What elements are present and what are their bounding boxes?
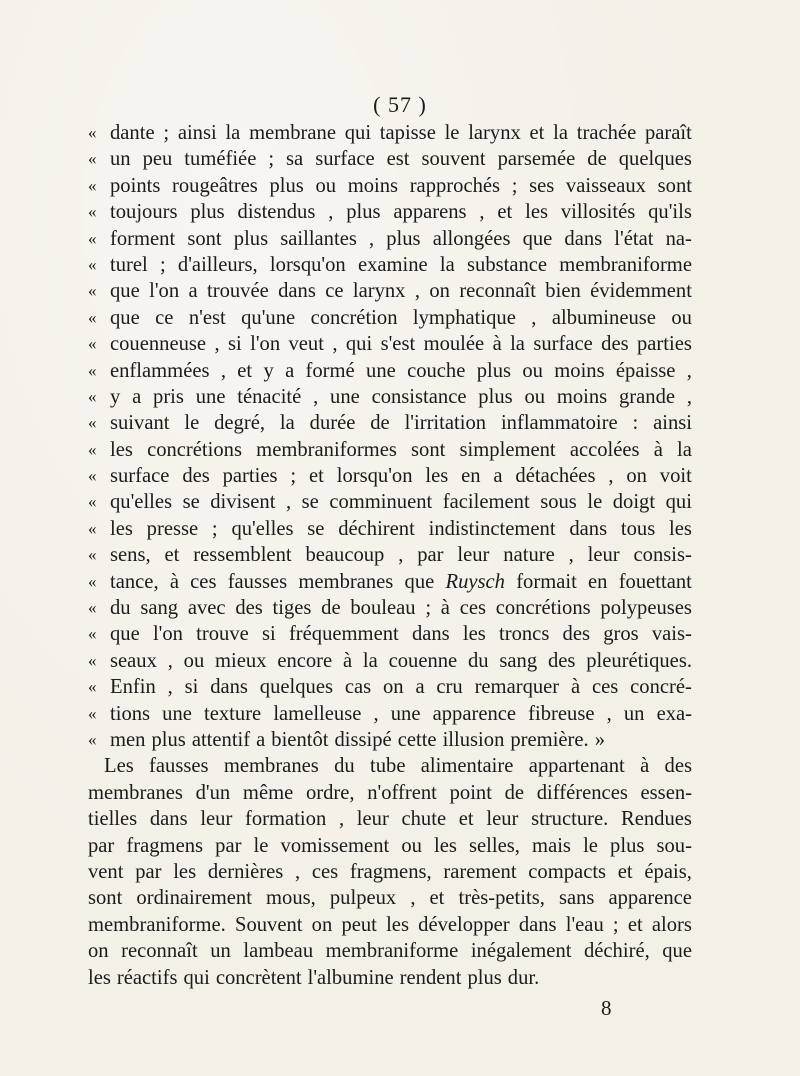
quote-mark: « — [88, 677, 97, 697]
text-line: Les fausses membranes du tube alimentaire appartenant à des — [104, 755, 692, 778]
quote-mark: « — [88, 334, 97, 354]
quote-mark: « — [88, 149, 97, 169]
quote-mark: « — [88, 228, 97, 248]
quote-mark: « — [88, 307, 97, 327]
text-line: membranes d'un même ordre, n'offrent point de différences essen- — [88, 781, 692, 804]
text-line: « qu'elles se divisent , se comminuent facilement sous le doigt qui — [88, 489, 692, 515]
text-line: « que ce n'est qu'une concrétion lymphatique , albumineuse ou — [88, 305, 692, 331]
text-line: on reconnaît un lambeau membraniforme inégalement déchiré, que — [88, 940, 692, 963]
quote-mark: « — [88, 624, 97, 644]
quoted-passage — [88, 120, 692, 753]
quote-mark: « — [88, 175, 97, 195]
signature-mark: 8 — [601, 996, 612, 1020]
quote-mark: « — [88, 254, 97, 274]
text-line: « Enfin , si dans quelques cas on a cru remarquer à ces concré- — [88, 674, 692, 700]
text-line: sont ordinairement mous, pulpeux , et très-petits, sans apparence — [88, 887, 692, 910]
text-line: « que l'on trouve si fréquemment dans les troncs des gros vais- — [88, 621, 692, 647]
text-line: « seaux , ou mieux encore à la couenne du sang des pleurétiques. — [88, 648, 692, 674]
text-line: « les presse ; qu'elles se déchirent indistinctement dans tous les — [88, 516, 692, 542]
quote-mark: « — [88, 492, 97, 512]
quote-mark: « — [88, 729, 97, 749]
quote-mark: « — [88, 386, 97, 406]
text-line: « dante ; ainsi la membrane qui tapisse le larynx et la trachée paraît — [88, 120, 692, 146]
text-line: tielles dans leur formation , leur chute et leur structure. Rendues — [88, 808, 692, 831]
text-line: « turel ; d'ailleurs, lorsqu'on examine la substance membraniforme — [88, 252, 692, 278]
body-text — [88, 120, 692, 991]
text-line: « tions une texture lamelleuse , une apparence fibreuse , un exa- — [88, 701, 692, 727]
text-line: « points rougeâtres plus ou moins rapprochés ; ses vaisseaux sont — [88, 173, 692, 199]
text-line: les réactifs qui concrètent l'albumine rendent plus dur. — [88, 966, 540, 989]
text-line: « toujours plus distendus , plus apparens , et les villosités qu'ils — [88, 199, 692, 225]
text-line: « forment sont plus saillantes , plus allongées que dans l'état na- — [88, 226, 692, 252]
text-line: « tance, à ces fausses membranes que Ruysch formait en fouettant — [88, 569, 692, 595]
quote-mark: « — [88, 466, 97, 486]
quote-mark: « — [88, 571, 97, 591]
quote-mark: « — [88, 598, 97, 618]
quote-mark: « — [88, 413, 97, 433]
text-line: « que l'on a trouvée dans ce larynx , on reconnaît bien évidemment — [88, 278, 692, 304]
text-line: « un peu tuméfiée ; sa surface est souvent parsemée de quelques — [88, 146, 692, 172]
text-line: « surface des parties ; et lorsqu'on les en a détachées , on voit — [88, 463, 692, 489]
text-line: « enflammées , et y a formé une couche plus ou moins épaisse , — [88, 358, 692, 384]
text-line: « couenneuse , si l'on veut , qui s'est moulée à la surface des parties — [88, 331, 692, 357]
text-line: « y a pris une ténacité , une consistance plus ou moins grande , — [88, 384, 692, 410]
quote-mark: « — [88, 518, 97, 538]
text-line: par fragmens par le vomissement ou les selles, mais le plus sou- — [88, 834, 692, 857]
text-line: vent par les dernières , ces fragmens, rarement compacts et épais, — [88, 860, 692, 883]
text-line: « les concrétions membraniformes sont simplement accolées à la — [88, 437, 692, 463]
quote-mark: « — [88, 703, 97, 723]
text-line: « suivant le degré, la durée de l'irritation inflammatoire : ainsi — [88, 410, 692, 436]
quote-mark: « — [88, 281, 97, 301]
text-line: « du sang avec des tiges de bouleau ; à ces concrétions polypeuses — [88, 595, 692, 621]
quote-mark: « — [88, 650, 97, 670]
quote-mark: « — [88, 360, 97, 380]
quote-mark: « — [88, 545, 97, 565]
text-line: membraniforme. Souvent on peut les développer dans l'eau ; et alors — [88, 913, 692, 936]
page-number: ( 57 ) — [373, 92, 427, 117]
paragraph — [88, 753, 692, 991]
quote-mark: « — [88, 123, 97, 142]
quote-mark: « — [88, 439, 97, 459]
quote-mark: « — [88, 202, 97, 222]
text-line: « sens, et ressemblent beaucoup , par leur nature , leur consis- — [88, 542, 692, 568]
text-line: « men plus attentif a bientôt dissipé cette illusion première. » — [88, 727, 692, 753]
